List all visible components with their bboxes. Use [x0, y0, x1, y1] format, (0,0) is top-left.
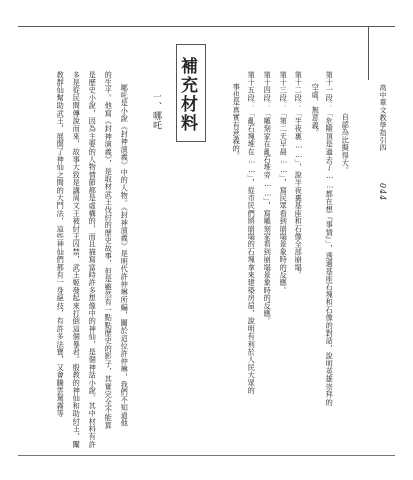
section-heading: 補充材料 [177, 57, 197, 133]
text-line: 自認為比擬得大。 [341, 113, 351, 175]
header-rule [18, 26, 395, 27]
running-header-title: 高中華文教學指引四 [379, 84, 387, 152]
text-line: 事也是真實有意義的。 [232, 83, 242, 160]
footer-rule [18, 455, 395, 456]
text-line: 空虛，無意義。 [311, 83, 321, 137]
text-line: 多是從民間傳說而來，故事大致是講周文王被紂王囚禁，武王姬發起來打倒這個暴君。殷教的神仙和助紂王，闡 [72, 71, 82, 449]
text-line: 第十四段：「雕刻家在亂石堆旁……」，寫雕刻家看到崩塌景象時的反應。 [263, 71, 273, 326]
text-line: 哪吒是小說《封神演義》中的人物。《封神演義》是明代許仲琳所編，關於這位許仲琳，我們不知道他 [120, 84, 130, 427]
text-line: 第十一段：「危險頂是過去了……都在想『事情』」，透過基座石塊和石像的對話，說明英雄崇拜的 [325, 71, 335, 407]
text-line: 的生平。他寫《封神演義》，是取材武王伐紂的歷史故事，但是雖然有一點點歷史的影子，其實完全不能算 [104, 71, 114, 430]
text-line: 第十二段：「半夜裏……」，說半夜裏基座和石像全部崩塌。 [294, 71, 304, 279]
text-line: 是歷史小說，因為主要的人物情節都是虛構的，而且描寫當時許多想像中的神仙，是個神話小說。其中材料有許 [88, 71, 98, 449]
header-side-rule [368, 26, 369, 80]
text-line: 教群仙幫助武王，展開了神仙之間的大鬥法，這些神仙們都有一身絕技，有許多法寶，又會騰雲駕霧等 [56, 71, 66, 418]
text-line: 第十三段：「第二天早晨……」，寫民眾看到崩塌景象時的反應。 [279, 71, 289, 295]
page-number: 044 [378, 183, 387, 202]
text-line: 第十五段：「亂石塊堆在……」，從市民們將崩塌的石塊拿來建築房屋，說明有利於人民大眾的 [247, 71, 257, 395]
subsection-heading: 一、哪吒 [151, 92, 161, 130]
